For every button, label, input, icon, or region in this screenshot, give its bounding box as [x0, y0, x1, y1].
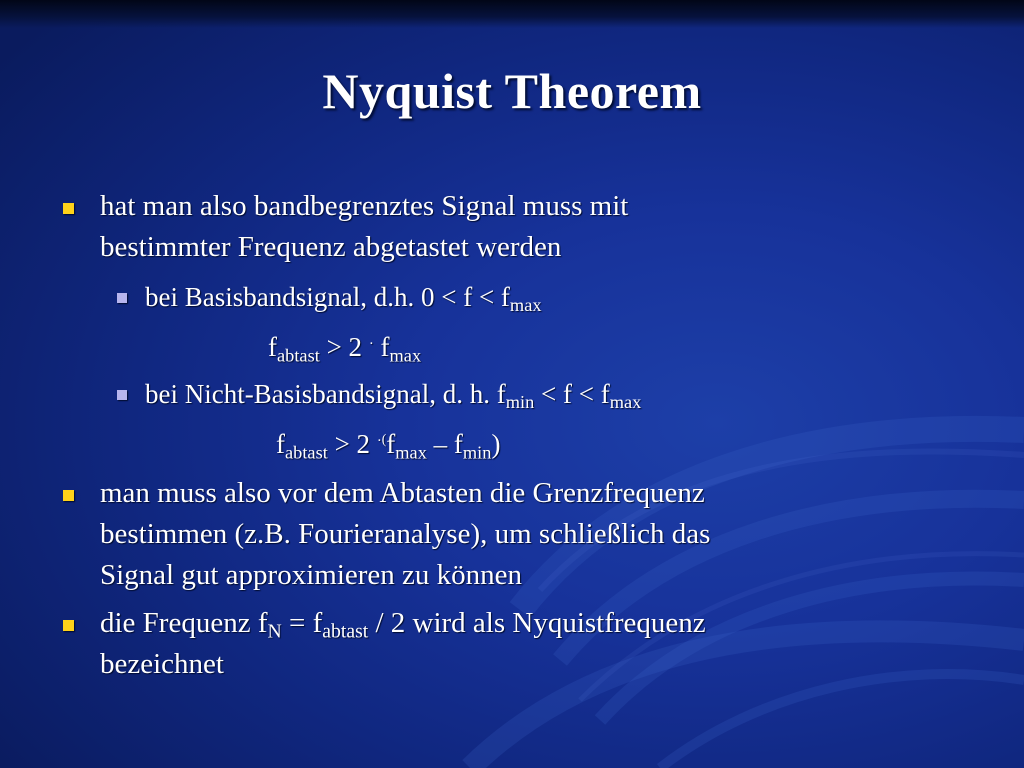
sub-bullet-marker [117, 390, 127, 400]
bullet-marker [63, 490, 74, 501]
sub-bullet-2-text: bei Nicht-Basisbandsignal, d. h. $f_{min} < f < f_{max}$ [145, 379, 642, 413]
sub-bullet-marker [117, 293, 127, 303]
bullet-1-line-2: bestimmter Frequenz abgetastet werden [100, 231, 562, 263]
bullet-1-line-1: hat man also bandbegrenztes Signal muss mit [100, 190, 629, 222]
bullet-3-line-2: bezeichnet [100, 648, 224, 680]
formula-1: $f_{abtast} > 2$ · $f_{max}$ [268, 332, 422, 366]
bullet-3-line-1: die Frequenz $f_N = f_{abtast} / 2$ wird als Nyquistfrequenz [100, 607, 706, 643]
bullet-2-line-3: Signal gut approximieren zu können [100, 559, 523, 591]
bullet-2-line-1: man muss also vor dem Abtasten die Grenzfrequenz [100, 477, 705, 509]
sub-bullet-1-text: bei Basisbandsignal, d.h. $0 < f < f_{max}$ [145, 282, 542, 316]
slide-title: Nyquist Theorem [322, 63, 702, 119]
formula-2: $f_{abtast} > 2$ $^{\cdot(}f_{max} - f_{min}$) [276, 429, 501, 463]
bullet-marker [63, 203, 74, 214]
bullet-2-line-2: bestimmen (z.B. Fourieranalyse), um schließlich das [100, 518, 711, 550]
bullet-marker [63, 620, 74, 631]
